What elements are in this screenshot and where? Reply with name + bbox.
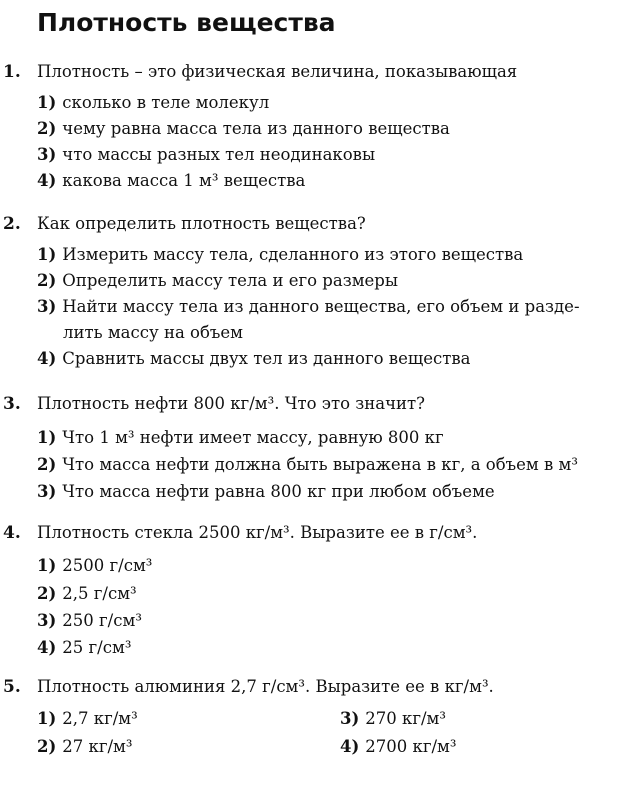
option-number: 4) [37,349,57,368]
option-number: 2) [37,455,57,474]
page-title: Плотность вещества [37,8,336,37]
q1-option-2[interactable] [37,119,450,138]
option-text: сколько в теле молекул [62,93,270,112]
option-text: 2,5 г/см³ [62,584,137,603]
q2-option-4[interactable] [37,349,470,368]
option-number: 2) [37,119,57,138]
q1-option-4[interactable] [37,171,305,190]
option-text: 2700 кг/м³ [365,737,457,756]
option-text: какова масса 1 м³ вещества [62,171,306,190]
option-text: Найти массу тела из данного вещества, его объем и разде- [62,297,580,316]
option-text: Что масса нефти равна 800 кг при любом объеме [62,482,495,501]
q2-option-2[interactable] [37,271,398,290]
q3-option-1[interactable] [37,428,444,447]
option-number: 2) [37,737,57,756]
question-1-number: 1. [3,62,21,82]
option-number: 4) [37,638,57,657]
question-3-text: Плотность нефти 800 кг/м³. Что это значит? [37,394,426,413]
q4-option-2[interactable] [37,584,137,603]
question-5-number: 5. [3,677,21,697]
q4-option-4[interactable] [37,638,131,657]
question-4-text: Плотность стекла 2500 кг/м³. Выразите ее в г/см³. [37,523,478,542]
option-number: 4) [37,171,57,190]
option-number: 2) [37,271,57,290]
option-number: 3) [37,482,57,501]
option-text: Что масса нефти должна быть выражена в кг, а объем в м³ [62,455,578,474]
question-3-number: 3. [3,394,21,414]
q1-option-1[interactable] [37,93,269,112]
option-number: 3) [340,709,360,728]
option-text: что массы разных тел неодинаковы [62,145,376,164]
option-number: 4) [340,737,360,756]
option-text: Что 1 м³ нефти имеет массу, равную 800 кг [62,428,444,447]
option-text: 2,7 кг/м³ [62,709,138,728]
q1-option-3[interactable] [37,145,375,164]
option-text: 2500 г/см³ [62,556,153,575]
q5-option-1[interactable] [37,709,138,728]
option-number: 3) [37,611,57,630]
q3-option-2[interactable] [37,455,578,474]
q4-option-3[interactable] [37,611,142,630]
question-1-text: Плотность – это физическая величина, показывающая [37,62,518,81]
option-number: 1) [37,245,57,264]
q2-option-3[interactable] [37,297,580,316]
question-5-text: Плотность алюминия 2,7 г/см³. Выразите ее в кг/м³. [37,677,494,696]
option-number: 2) [37,584,57,603]
option-text: 270 кг/м³ [365,709,447,728]
option-number: 3) [37,145,57,164]
option-number: 1) [37,709,57,728]
option-text: Определить массу тела и его размеры [62,271,398,290]
option-number: 1) [37,93,57,112]
option-text: чему равна масса тела из данного вещества [62,119,450,138]
option-number: 3) [37,297,57,316]
option-text: 25 г/см³ [62,638,132,657]
option-number: 1) [37,556,57,575]
q4-option-1[interactable] [37,556,152,575]
q5-option-2[interactable] [37,737,133,756]
question-2-text: Как определить плотность вещества? [37,214,366,233]
q2-option-3-continuation: лить массу на объем [63,323,243,342]
option-text: Сравнить массы двух тел из данного вещества [62,349,471,368]
question-2-number: 2. [3,214,21,234]
q5-option-4[interactable] [340,737,457,756]
question-4-number: 4. [3,523,21,543]
q2-option-1[interactable] [37,245,523,264]
q5-option-3[interactable] [340,709,446,728]
option-text: 27 кг/м³ [62,737,133,756]
option-text: Измерить массу тела, сделанного из этого вещества [62,245,524,264]
q3-option-3[interactable] [37,482,495,501]
option-number: 1) [37,428,57,447]
option-text: 250 г/см³ [62,611,142,630]
